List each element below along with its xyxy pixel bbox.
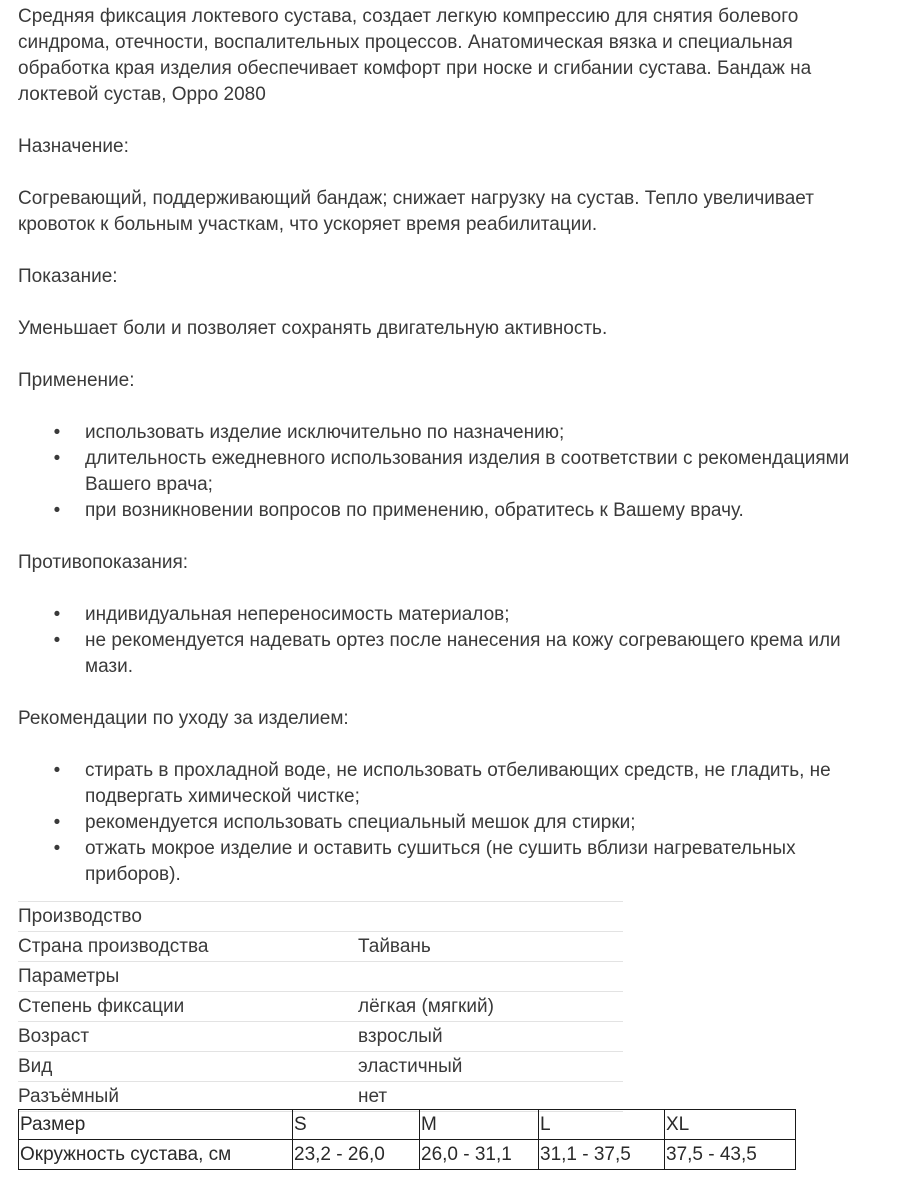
- bullet-icon: •: [53, 604, 61, 625]
- circumference-cell: 23,2 - 26,0: [293, 1140, 420, 1170]
- spec-value: [358, 962, 623, 992]
- table-row: [18, 1082, 623, 1112]
- purpose-text: Согревающий, поддерживающий бандаж; снижает нагрузку на сустав. Тепло увеличивает кровоток к больным участкам, что ускоряет время реабилитации.: [18, 188, 814, 235]
- circumference-label: Окружность сустава, см: [19, 1140, 293, 1170]
- bullet-icon: •: [53, 760, 61, 781]
- list-item-text: не рекомендуется надевать ортез после нанесения на кожу согревающего крема или мази.: [85, 630, 841, 677]
- contraindications-heading: Противопоказания:: [18, 552, 189, 573]
- care-heading: Рекомендации по уходу за изделием:: [18, 708, 349, 729]
- table-row: [18, 932, 623, 962]
- specs-table: [18, 901, 623, 1112]
- purpose-heading: Назначение:: [18, 136, 129, 157]
- table-row: [18, 1052, 623, 1082]
- bullet-icon: •: [53, 630, 61, 651]
- list-item-text: индивидуальная непереносимость материалов;: [85, 604, 510, 625]
- circumference-cell: 37,5 - 43,5: [665, 1140, 796, 1170]
- spec-key: Вид: [18, 1052, 358, 1082]
- size-cell: L: [539, 1110, 665, 1140]
- list-item: [18, 446, 878, 498]
- spec-key: Возраст: [18, 1022, 358, 1052]
- indication-heading: Показание:: [18, 266, 118, 287]
- spec-value: взрослый: [358, 1022, 623, 1052]
- spec-key: Степень фиксации: [18, 992, 358, 1022]
- list-item: [18, 758, 878, 810]
- spec-key: Страна производства: [18, 932, 358, 962]
- table-row: [18, 902, 623, 932]
- list-item: [18, 628, 878, 680]
- size-header-label: Размер: [19, 1110, 293, 1140]
- spec-value: нет: [358, 1082, 623, 1112]
- usage-list: [18, 420, 878, 524]
- spec-key: Разъёмный: [18, 1082, 358, 1112]
- spec-value: [358, 902, 623, 932]
- size-cell: XL: [665, 1110, 796, 1140]
- table-row: [18, 962, 623, 992]
- list-item-text: при возникновении вопросов по применению, обратитесь к Вашему врачу.: [85, 500, 744, 521]
- list-item: [18, 810, 878, 836]
- table-row: [19, 1140, 796, 1170]
- bullet-icon: •: [53, 812, 61, 833]
- spec-value: эластичный: [358, 1052, 623, 1082]
- size-cell: M: [420, 1110, 539, 1140]
- spec-key: Параметры: [18, 962, 358, 992]
- bullet-icon: •: [53, 500, 61, 521]
- list-item: [18, 836, 878, 888]
- bullet-icon: •: [53, 838, 61, 859]
- circumference-cell: 26,0 - 31,1: [420, 1140, 539, 1170]
- indication-text: Уменьшает боли и позволяет сохранять двигательную активность.: [18, 318, 608, 339]
- list-item-text: длительность ежедневного использования изделия в соответствии с рекомендациями Вашего врача;: [85, 448, 850, 495]
- circumference-cell: 31,1 - 37,5: [539, 1140, 665, 1170]
- care-list: [18, 758, 878, 888]
- bullet-icon: •: [53, 448, 61, 469]
- size-table: [18, 1109, 796, 1170]
- table-row: [19, 1110, 796, 1140]
- table-row: [18, 1022, 623, 1052]
- list-item: [18, 420, 878, 446]
- list-item: [18, 498, 878, 524]
- usage-heading: Применение:: [18, 370, 135, 391]
- intro-paragraph: Средняя фиксация локтевого сустава, создает легкую компрессию для снятия болевого синдрома, отечности, воспалительных процессов. Анатомическая вязка и специальная обработка края изделия обеспечивает комфорт при носке и сгибании сустава. Бандаж на локтевой сустав, Oppo 2080: [18, 6, 812, 105]
- list-item-text: рекомендуется использовать специальный мешок для стирки;: [85, 812, 636, 833]
- list-item-text: стирать в прохладной воде, не использовать отбеливающих средств, не гладить, не подвергать химической чистке;: [85, 760, 831, 807]
- contraindications-list: [18, 602, 878, 680]
- size-cell: S: [293, 1110, 420, 1140]
- list-item: [18, 602, 878, 628]
- list-item-text: использовать изделие исключительно по назначению;: [85, 422, 565, 443]
- table-row: [18, 992, 623, 1022]
- description-document: [18, 4, 878, 888]
- spec-value: Тайвань: [358, 932, 623, 962]
- list-item-text: отжать мокрое изделие и оставить сушиться (не сушить вблизи нагревательных приборов).: [85, 838, 796, 885]
- bullet-icon: •: [53, 422, 61, 443]
- spec-value: лёгкая (мягкий): [358, 992, 623, 1022]
- spec-key: Производство: [18, 902, 358, 932]
